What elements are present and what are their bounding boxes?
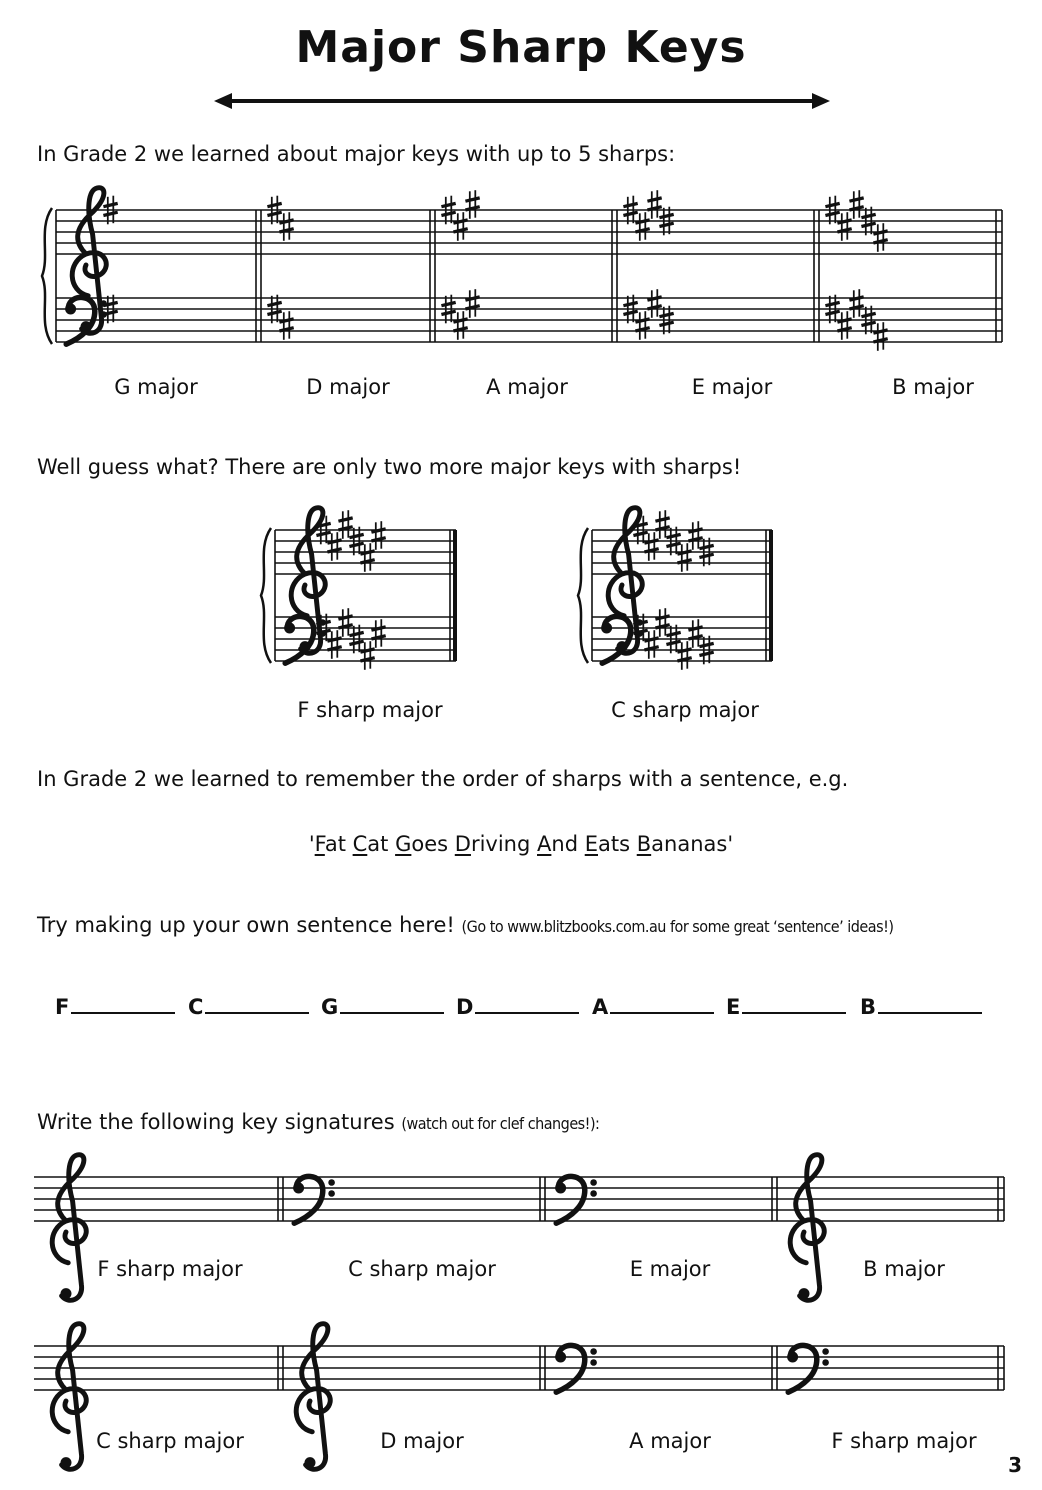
exercise-key-label: F sharp major [831,1429,977,1453]
blank-letter: C [188,995,204,1019]
exercise-key-label: C sharp major [96,1429,244,1453]
try-text: Try making up your own sentence here! (Go to www.blitzbooks.com.au for some great ‘sentence’ ideas!) [37,913,894,937]
write-text: Write the following key signatures (watch out for clef changes!): [37,1110,600,1134]
exercise-key-label: C sharp major [348,1257,496,1281]
blank-letter: G [321,995,339,1019]
key-label: A major [486,375,568,399]
blank-letter: A [592,995,609,1019]
key-label: G major [114,375,198,399]
label-c-sharp-major: C sharp major [611,698,759,722]
page-number: 3 [1008,1453,1022,1477]
write-note: (watch out for clef changes!): [401,1114,600,1133]
exercise-key-label: F sharp major [97,1257,243,1281]
blank-letter: B [860,995,877,1019]
intro-text: In Grade 2 we learned about major keys with up to 5 sharps: [37,142,676,166]
exercise-key-label: E major [629,1257,711,1281]
exercise-staff [34,1346,1004,1390]
exercise-key-label: D major [380,1429,464,1453]
order-text: In Grade 2 we learned to remember the order of sharps with a sentence, e.g. [37,767,849,791]
exercise-key-label: A major [629,1429,711,1453]
blank-letter: F [55,995,70,1019]
key-label: D major [306,375,390,399]
key-label: B major [892,375,974,399]
order-of-sharps-sentence: 'Fat Cat Goes Driving And Eats Bananas' [308,832,734,856]
key-label: E major [691,375,773,399]
blank-letter: E [726,995,741,1019]
more-text: Well guess what? There are only two more major keys with sharps! [37,455,742,479]
page-title: Major Sharp Keys [295,22,747,73]
try-note: (Go to www.blitzbooks.com.au for some great ‘sentence’ ideas!) [461,917,894,936]
label-f-sharp-major: F sharp major [297,698,443,722]
exercise-key-label: B major [863,1257,945,1281]
blank-letter: D [456,995,474,1019]
